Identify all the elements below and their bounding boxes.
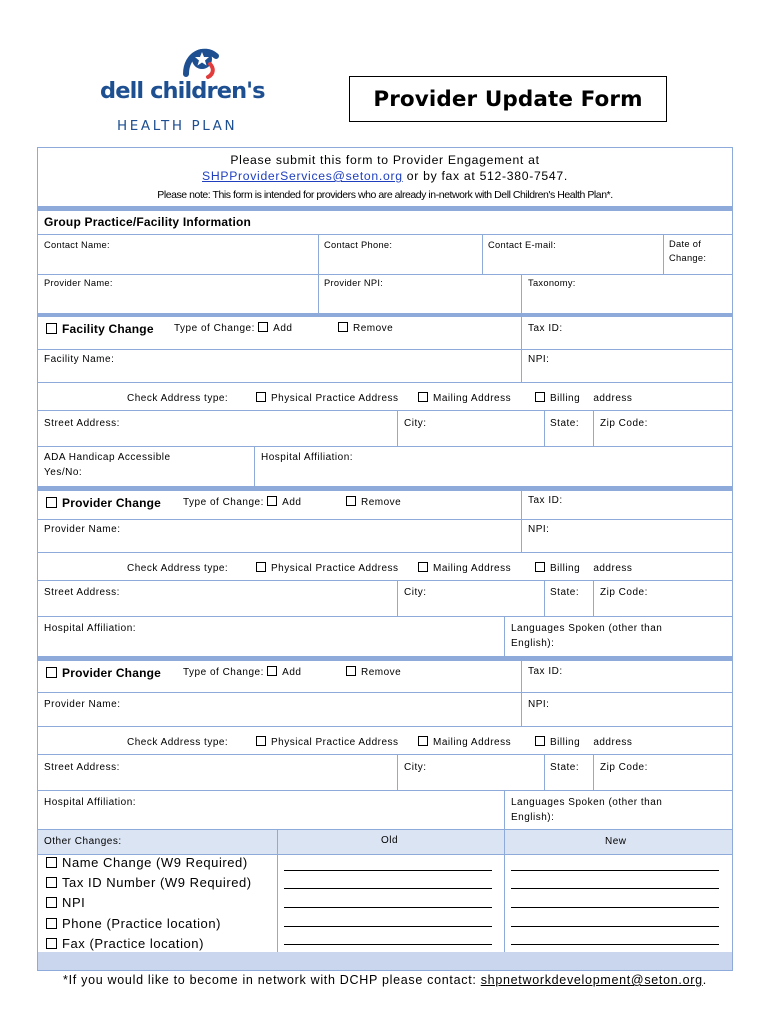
provider-1-check-address-label: Check Address type: [127,563,229,574]
intro-note: Please note: This form is intended for providers who are already in-network with Dell Children's Health Plan*. [157,189,613,201]
ada-accessible-label: ADA Handicap Accessible [44,452,171,463]
intro-line-2 [38,169,732,183]
health-plan-logo [96,44,271,136]
new-column-header: New [605,836,627,847]
facility-city-field[interactable]: City: [404,418,427,429]
checkbox-icon [46,667,57,678]
old-name-field[interactable] [284,870,492,871]
provider-2-name-field[interactable]: Provider Name: [44,699,121,710]
provider-2-languages-label: Languages Spoken (other than [511,797,663,808]
facility-physical-address-checkbox[interactable]: Physical Practice Address [256,392,399,406]
provider-2-check-address-label: Check Address type: [127,737,229,748]
provider-npi-field[interactable]: Provider NPI: [324,278,384,288]
new-phone-field[interactable] [511,926,719,927]
facility-zip-field[interactable]: Zip Code: [600,418,648,429]
provider-1-street-field[interactable]: Street Address: [44,587,120,598]
provider-1-hospital-affiliation-field[interactable]: Hospital Affiliation: [44,623,137,634]
provider-2-type-of-change: Type of Change: Add [183,667,302,678]
provider-change-2-checkbox[interactable]: Provider Change [46,665,161,681]
provider-1-city-field[interactable]: City: [404,587,427,598]
new-name-field[interactable] [511,870,719,871]
contact-name-field[interactable]: Contact Name: [44,240,110,250]
date-of-change-field[interactable]: Change: [669,253,707,263]
provider-1-languages-label: Languages Spoken (other than [511,623,663,634]
date-of-change-label-1: Date of [669,239,702,249]
logo-subtitle: HEALTH PLAN [117,118,238,134]
provider-2-street-field[interactable]: Street Address: [44,762,120,773]
provider-1-name-field[interactable]: Provider Name: [44,524,121,535]
facility-remove-checkbox[interactable]: Remove [338,322,393,336]
checkbox-icon [46,323,57,334]
contact-email-field[interactable]: Contact E-mail: [488,240,557,250]
provider-2-billing-address-checkbox[interactable]: Billing address [535,736,632,750]
facility-hospital-affiliation-field[interactable]: Hospital Affiliation: [261,452,354,463]
tax-id-number-checkbox[interactable]: Tax ID Number (W9 Required) [46,874,252,892]
provider-2-zip-field[interactable]: Zip Code: [600,762,648,773]
provider-2-tax-id-field[interactable]: Tax ID: [528,666,563,677]
provider-2-languages-field[interactable]: English): [511,812,555,823]
old-phone-field[interactable] [284,926,492,927]
provider-1-billing-address-checkbox[interactable]: Billing address [535,562,632,576]
old-fax-field[interactable] [284,944,492,945]
provider-services-email-link[interactable]: SHPProviderServices@seton.org [202,169,403,183]
provider-2-npi-field[interactable]: NPI: [528,699,550,710]
provider-update-form [37,147,733,971]
new-npi-field[interactable] [511,907,719,908]
name-change-checkbox[interactable]: Name Change (W9 Required) [46,854,248,872]
other-changes-title: Other Changes: [44,836,122,847]
facility-tax-id-field[interactable]: Tax ID: [528,323,563,334]
provider-1-mailing-address-checkbox[interactable]: Mailing Address [418,562,511,576]
old-npi-field[interactable] [284,907,492,908]
intro-line-1: Please submit this form to Provider Engagement at [230,153,540,167]
provider-2-remove-checkbox[interactable]: Remove [346,666,401,680]
contact-phone-field[interactable]: Contact Phone: [324,240,393,250]
provider-name-field[interactable]: Provider Name: [44,278,113,288]
taxonomy-field[interactable]: Taxonomy: [528,278,576,288]
form-title: Provider Update Form [373,86,643,112]
provider-1-npi-field[interactable]: NPI: [528,524,550,535]
facility-type-of-change: Type of Change: Add [174,323,293,334]
provider-1-type-of-change: Type of Change: Add [183,497,302,508]
row-line [38,234,732,235]
facility-street-field[interactable]: Street Address: [44,418,120,429]
star-circle-logo-icon [180,44,220,80]
logo-wordmark: dell children's [100,78,265,104]
npi-checkbox[interactable]: NPI [46,894,85,912]
provider-1-tax-id-field[interactable]: Tax ID: [528,495,563,506]
provider-1-remove-checkbox[interactable]: Remove [346,496,401,510]
provider-2-city-field[interactable]: City: [404,762,427,773]
fax-text: or by fax at 512-380-7547. [402,169,568,183]
provider-2-state-field[interactable]: State: [550,762,580,773]
old-column-header: Old [381,835,399,846]
add-checkbox[interactable] [267,496,277,506]
provider-2-physical-address-checkbox[interactable]: Physical Practice Address [256,736,399,750]
new-fax-field[interactable] [511,944,719,945]
ada-yes-no-field[interactable]: Yes/No: [44,467,83,478]
provider-change-1-checkbox[interactable]: Provider Change [46,495,161,511]
facility-change-checkbox[interactable]: Facility Change [46,321,154,337]
network-development-email-link[interactable]: shpnetworkdevelopment@seton.org [480,973,703,987]
divider-bar [38,206,732,211]
facility-name-field[interactable]: Facility Name: [44,354,115,365]
form-bottom-bar [38,952,732,970]
group-section-title: Group Practice/Facility Information [44,215,252,229]
provider-1-state-field[interactable]: State: [550,587,580,598]
facility-state-field[interactable]: State: [550,418,580,429]
facility-check-address-label: Check Address type: [127,393,229,404]
provider-1-physical-address-checkbox[interactable]: Physical Practice Address [256,562,399,576]
add-checkbox[interactable] [267,666,277,676]
facility-billing-address-checkbox[interactable]: Billing address [535,392,632,406]
phone-checkbox[interactable]: Phone (Practice location) [46,915,221,933]
new-tax-id-field[interactable] [511,888,719,889]
provider-1-languages-field[interactable]: English): [511,638,555,649]
old-tax-id-field[interactable] [284,888,492,889]
facility-mailing-address-checkbox[interactable]: Mailing Address [418,392,511,406]
fax-checkbox[interactable]: Fax (Practice location) [46,935,204,953]
provider-1-zip-field[interactable]: Zip Code: [600,587,648,598]
add-checkbox[interactable] [258,322,268,332]
footer-note: *If you would like to become in network with DCHP please contact: shpnetworkdevelopment@seton.org. [63,973,707,987]
provider-2-hospital-affiliation-field[interactable]: Hospital Affiliation: [44,797,137,808]
provider-2-mailing-address-checkbox[interactable]: Mailing Address [418,736,511,750]
facility-npi-field[interactable]: NPI: [528,354,550,365]
checkbox-icon [46,497,57,508]
form-title-box [349,76,667,122]
